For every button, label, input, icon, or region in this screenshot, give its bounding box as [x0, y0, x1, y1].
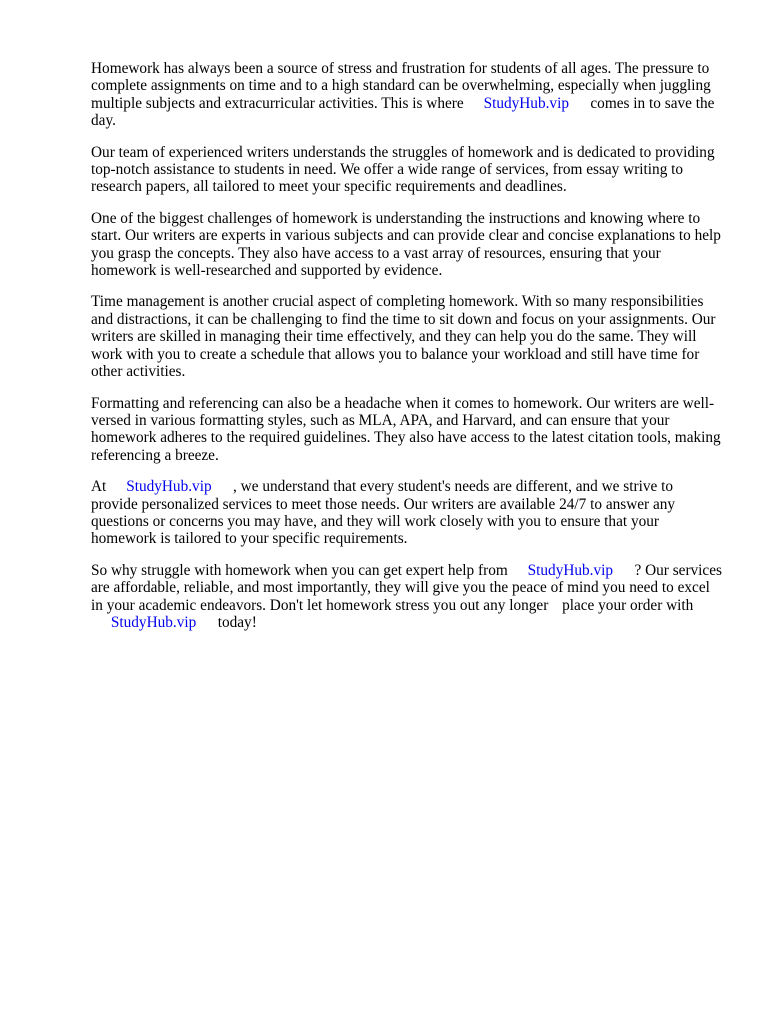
studyhub-link[interactable]: StudyHub.vip [110, 613, 197, 631]
paragraph-text: comes in to save the day. [91, 94, 715, 130]
paragraph-text: today! [217, 613, 257, 631]
paragraph-closing [91, 562, 723, 632]
studyhub-link[interactable]: StudyHub.vip [527, 561, 614, 579]
studyhub-link[interactable]: StudyHub.vip [126, 478, 212, 496]
paragraph-text: So why struggle with homework when you can get expert help from [91, 561, 508, 579]
paragraph-text: ? Our services are affordable, reliable, and most importantly, they will give you the peace of mind you need to excel in your academic endeavors. Don't let homework stress you out any longer [91, 561, 722, 614]
paragraph-challenges: One of the biggest challenges of homework is understanding the instructions and knowing where to start. Our writers are experts in various subjects and can provide clear and concise explanations to help you grasp the concepts. They also have access to a vast array of resources, ensuring that your homework is well-researched and supported by evidence. [91, 209, 721, 280]
paragraph-text: place your order with [562, 596, 694, 614]
paragraph-formatting: Formatting and referencing can also be a headache when it comes to homework. Our writers are well-versed in various formatting styles, such as MLA, APA, and Harvard, and can ensure that your homework adheres to the required guidelines. They also have access to the latest citation tools, making referencing a breeze. [91, 394, 721, 464]
paragraph-text: , we understand that every student's needs are different, and we strive to provide personalized services to meet those needs. Our writers are available 24/7 to answer any questions or concerns you may have, and they will work closely with you to ensure that your homework is tailored to your specific requirements. [91, 478, 676, 548]
studyhub-link[interactable]: StudyHub.vip [483, 94, 569, 112]
document-page [91, 60, 723, 645]
paragraph-text: At [91, 478, 107, 496]
paragraph-personalized [91, 478, 723, 548]
paragraph-intro [91, 60, 723, 130]
paragraph-text: Homework has always been a source of stress and frustration for students of all ages. The pressure to complete assignments on time and to a high standard can be overwhelming, especially when juggling multiple subjects and extracurricular activities. This is where [91, 60, 711, 112]
paragraph-team: Our team of experienced writers understands the struggles of homework and is dedicated to providing top-notch assistance to students in need. We offer a wide range of services, from essay writing to research papers, all tailored to meet your specific requirements and deadlines. [91, 143, 715, 196]
paragraph-time-management: Time management is another crucial aspect of completing homework. With so many responsibilities and distractions, it can be challenging to find the time to sit down and focus on your assignments. Our writers are skilled in managing their time effectively, and they can help you do the same. They will work with you to create a schedule that allows you to balance your workload and still have time for other activities. [91, 293, 716, 381]
